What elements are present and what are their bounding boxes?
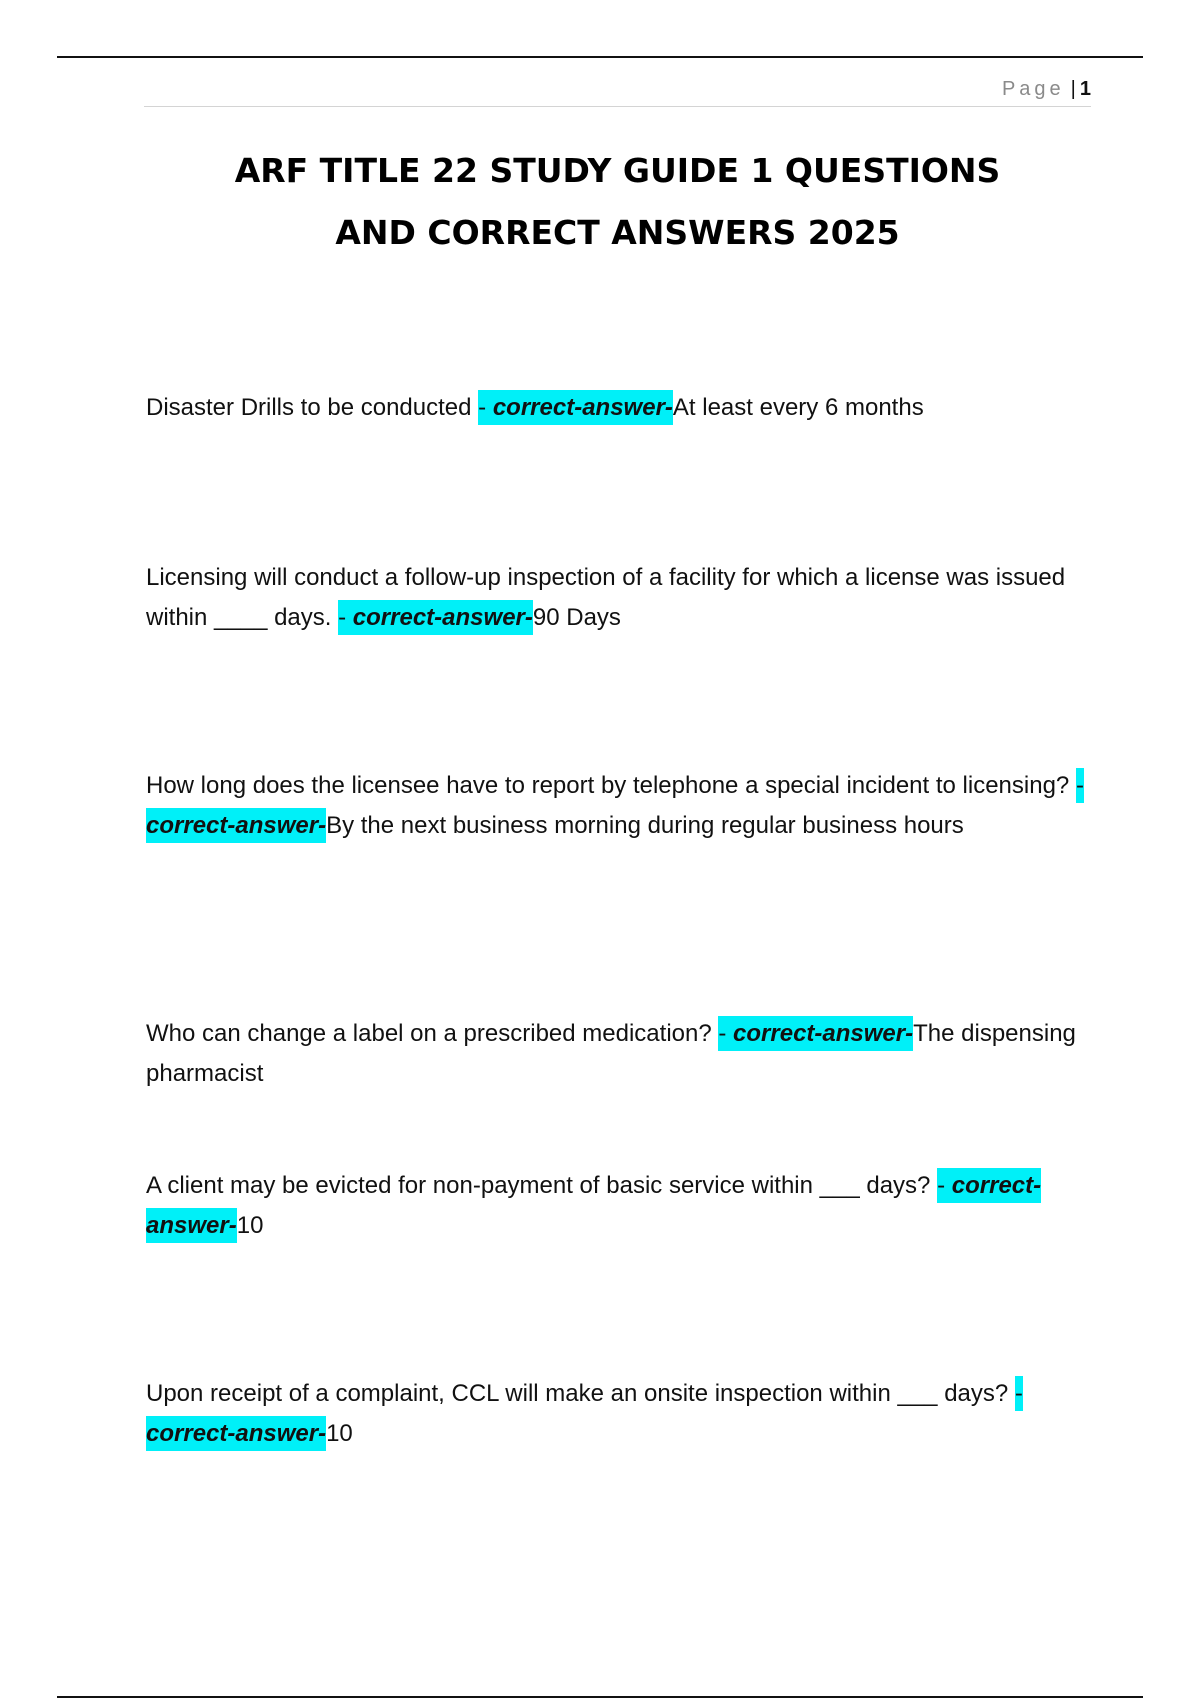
answer-marker-label: correct-answer bbox=[146, 1420, 319, 1447]
answer-marker-label: correct-answer bbox=[146, 1172, 1042, 1239]
answer-text: 10 bbox=[236, 1212, 264, 1239]
page-top-rule bbox=[57, 56, 1143, 58]
qa-item bbox=[146, 1374, 1091, 1454]
answer-marker-dash: - bbox=[718, 1020, 734, 1047]
answer-marker bbox=[478, 390, 673, 425]
qa-item bbox=[146, 766, 1091, 846]
page-bottom-rule bbox=[57, 1696, 1143, 1698]
answer-text: 90 Days bbox=[532, 604, 621, 631]
answer-marker-suffix: - bbox=[228, 1212, 237, 1239]
answer-marker-suffix: - bbox=[905, 1020, 914, 1047]
answer-marker bbox=[718, 1016, 913, 1051]
answer-marker-suffix: - bbox=[318, 812, 327, 839]
qa-item bbox=[146, 558, 1091, 638]
answer-marker-label: correct-answer bbox=[352, 604, 525, 631]
page-label: Page bbox=[1001, 78, 1065, 100]
answer-marker-dash: - bbox=[338, 604, 353, 631]
answer-marker-dash: - bbox=[1014, 1380, 1023, 1407]
answer-text: 10 bbox=[326, 1420, 353, 1447]
answer-marker-suffix: - bbox=[318, 1420, 327, 1447]
answer-marker-suffix: - bbox=[524, 604, 533, 631]
title-line-1: ARF TITLE 22 STUDY GUIDE 1 QUESTIONS bbox=[234, 151, 1001, 190]
answer-marker bbox=[338, 600, 533, 635]
answer-marker-dash: - bbox=[1075, 772, 1084, 799]
answer-text: By the next business morning during regular business hours bbox=[326, 812, 964, 839]
question-text: Disaster Drills to be conducted bbox=[146, 394, 479, 421]
question-text: Who can change a label on a prescribed medication? bbox=[146, 1020, 719, 1047]
page-number: 1 bbox=[1079, 78, 1091, 100]
qa-item bbox=[146, 1014, 1091, 1094]
title-line-2: AND CORRECT ANSWERS 2025 bbox=[335, 213, 900, 252]
page-separator: | bbox=[1070, 78, 1076, 100]
answer-marker-suffix: - bbox=[664, 394, 673, 421]
answer-marker-dash: - bbox=[937, 1172, 952, 1199]
question-text: A client may be evicted for non-payment of basic service within ___ days? bbox=[146, 1172, 938, 1199]
answer-marker-dash: - bbox=[478, 394, 493, 421]
page-header bbox=[144, 72, 1091, 107]
answer-marker-label: correct-answer bbox=[492, 394, 665, 421]
document-title bbox=[130, 140, 1105, 264]
question-text: Licensing will conduct a follow-up inspection of a facility for which a license was issued within ____ days. bbox=[146, 564, 1066, 631]
question-text: How long does the licensee have to report by telephone a special incident to licensing? bbox=[146, 772, 1076, 799]
answer-marker-label: correct-answer bbox=[146, 812, 319, 839]
answer-text: At least every 6 months bbox=[672, 394, 924, 421]
answer-text: The dispensing pharmacist bbox=[146, 1020, 1076, 1087]
answer-marker-label: correct-answer bbox=[733, 1020, 906, 1047]
question-text: Upon receipt of a complaint, CCL will make an onsite inspection within ___ days? bbox=[146, 1380, 1015, 1407]
qa-item bbox=[146, 1166, 1091, 1246]
qa-item bbox=[146, 388, 1091, 428]
